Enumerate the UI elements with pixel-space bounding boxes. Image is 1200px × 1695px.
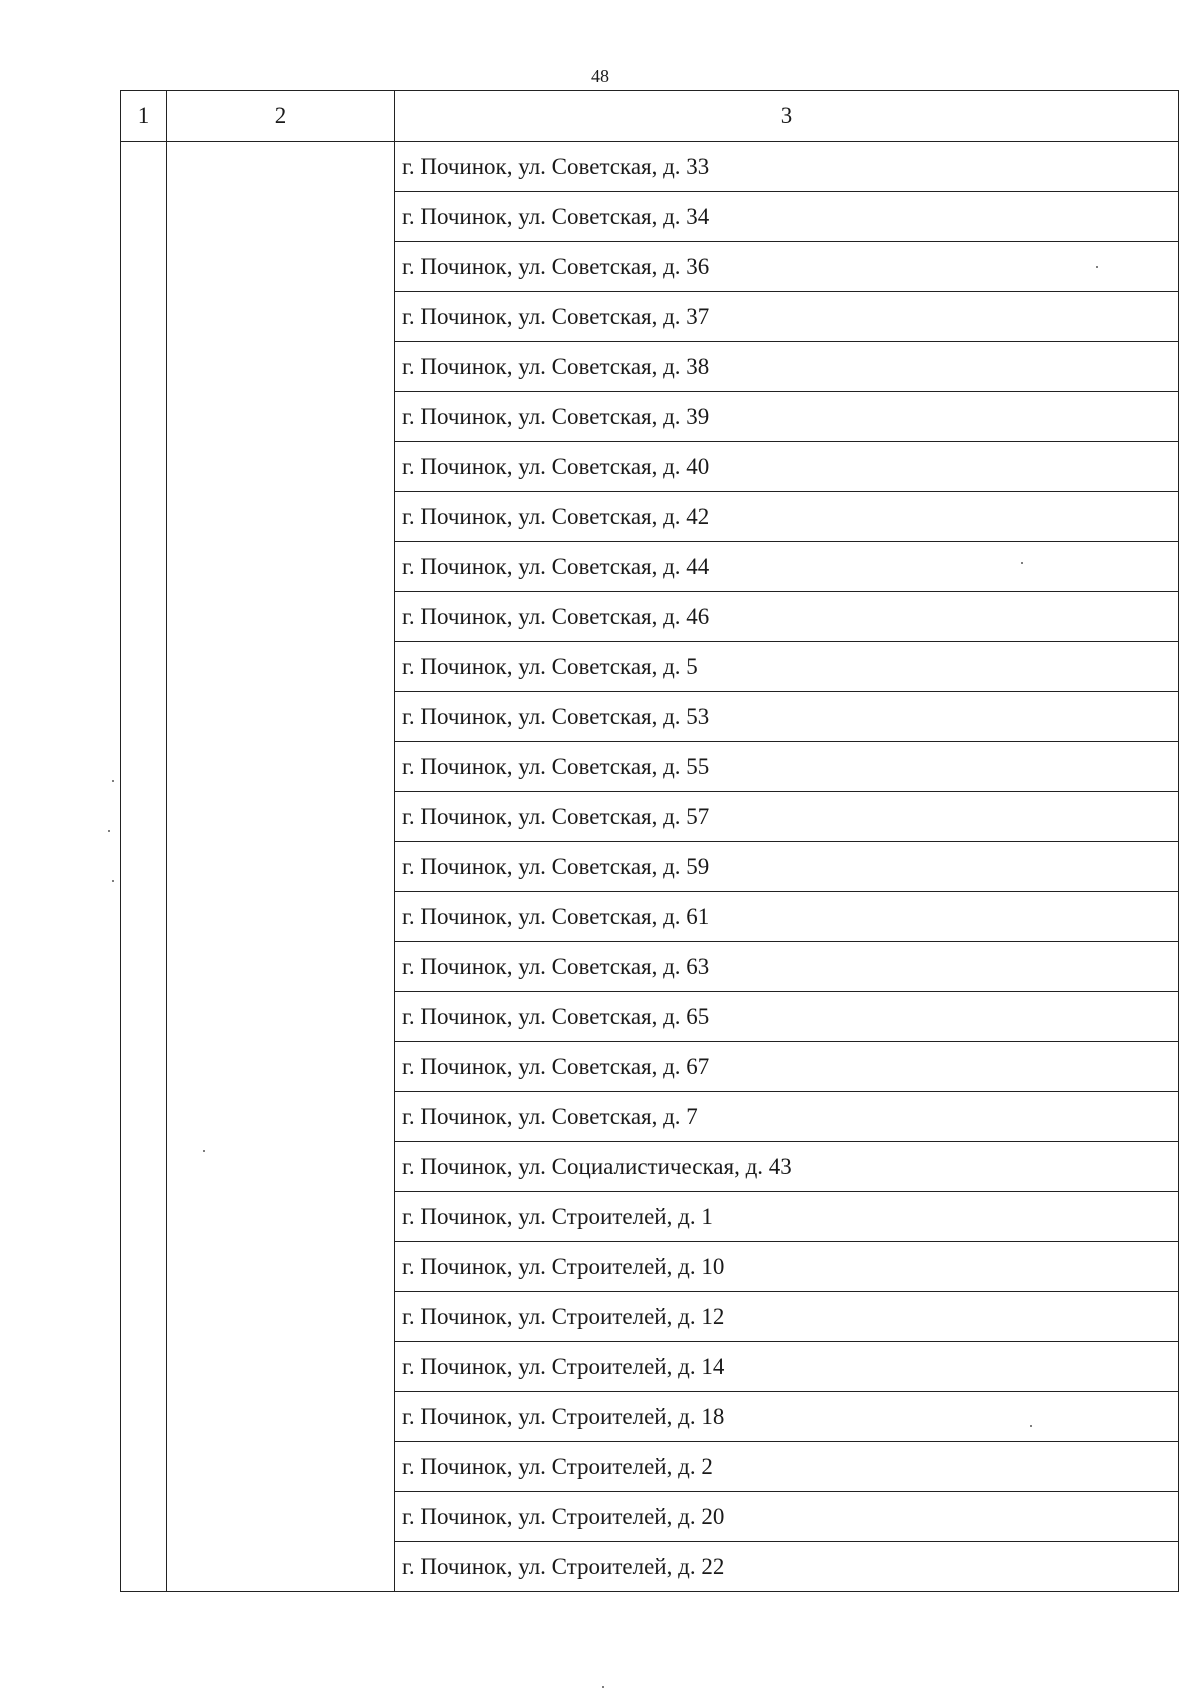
address-cell: г. Починок, ул. Советская, д. 7 [395, 1092, 1179, 1142]
address-cell: г. Починок, ул. Советская, д. 39 [395, 392, 1179, 442]
address-cell: г. Починок, ул. Строителей, д. 12 [395, 1292, 1179, 1342]
column-header-1: 1 [121, 91, 167, 142]
page-number: 48 [591, 66, 609, 86]
address-cell: г. Починок, ул. Социалистическая, д. 43 [395, 1142, 1179, 1192]
table-row [121, 142, 1179, 192]
address-cell: г. Починок, ул. Советская, д. 63 [395, 942, 1179, 992]
scan-speck [112, 880, 114, 882]
address-cell: г. Починок, ул. Советская, д. 38 [395, 342, 1179, 392]
address-cell: г. Починок, ул. Советская, д. 57 [395, 792, 1179, 842]
address-cell: г. Починок, ул. Советская, д. 61 [395, 892, 1179, 942]
address-cell: г. Починок, ул. Советская, д. 5 [395, 642, 1179, 692]
address-cell: г. Починок, ул. Советская, д. 46 [395, 592, 1179, 642]
address-cell: г. Починок, ул. Советская, д. 40 [395, 442, 1179, 492]
address-cell: г. Починок, ул. Строителей, д. 1 [395, 1192, 1179, 1242]
column-header-2: 2 [167, 91, 395, 142]
address-cell: г. Починок, ул. Советская, д. 44 [395, 542, 1179, 592]
address-cell: г. Починок, ул. Советская, д. 65 [395, 992, 1179, 1042]
scan-speck [108, 830, 110, 832]
column-header-3: 3 [395, 91, 1179, 142]
address-cell: г. Починок, ул. Строителей, д. 10 [395, 1242, 1179, 1292]
address-cell: г. Починок, ул. Строителей, д. 2 [395, 1442, 1179, 1492]
address-cell: г. Починок, ул. Советская, д. 55 [395, 742, 1179, 792]
address-cell: г. Починок, ул. Строителей, д. 20 [395, 1492, 1179, 1542]
address-cell: г. Починок, ул. Советская, д. 53 [395, 692, 1179, 742]
address-cell: г. Починок, ул. Советская, д. 59 [395, 842, 1179, 892]
address-cell: г. Починок, ул. Строителей, д. 14 [395, 1342, 1179, 1392]
scan-speck [1021, 562, 1023, 564]
merged-cell-col1 [121, 142, 167, 1592]
address-cell: г. Починок, ул. Советская, д. 42 [395, 492, 1179, 542]
scan-speck [112, 780, 114, 782]
scan-speck [1096, 266, 1098, 268]
merged-cell-col2 [167, 142, 395, 1592]
address-cell: г. Починок, ул. Строителей, д. 22 [395, 1542, 1179, 1592]
address-cell: г. Починок, ул. Строителей, д. 18 [395, 1392, 1179, 1442]
header-row [121, 91, 1179, 142]
address-cell: г. Починок, ул. Советская, д. 36 [395, 242, 1179, 292]
address-cell: г. Починок, ул. Советская, д. 67 [395, 1042, 1179, 1092]
scan-speck [1030, 1425, 1032, 1427]
address-cell: г. Починок, ул. Советская, д. 34 [395, 192, 1179, 242]
address-cell: г. Починок, ул. Советская, д. 37 [395, 292, 1179, 342]
scan-speck [203, 1150, 205, 1152]
address-table [120, 90, 1179, 1592]
address-cell: г. Починок, ул. Советская, д. 33 [395, 142, 1179, 192]
scan-speck [602, 1686, 604, 1688]
